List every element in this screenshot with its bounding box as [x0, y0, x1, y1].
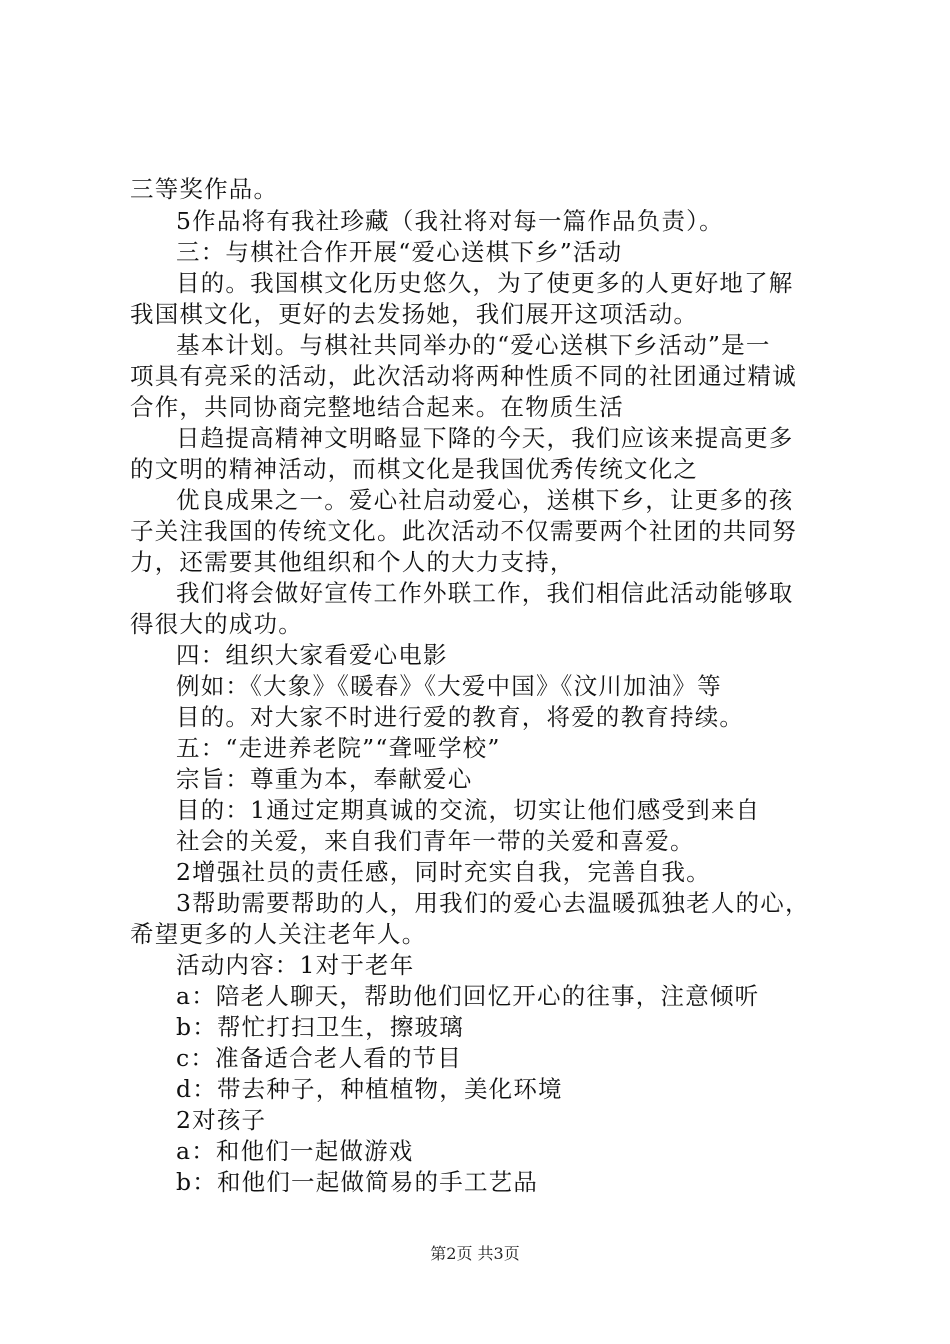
text-line: 的文明的精神活动，而棋文化是我国优秀传统文化之	[130, 455, 699, 483]
list-item: a：和他们一起做游戏	[176, 1137, 414, 1165]
text-line: 3帮助需要帮助的人，用我们的爱心去温暖孤独老人的心，	[176, 889, 810, 917]
text-line: 目的。我国棋文化历史悠久，为了使更多的人更好地了解	[176, 269, 794, 297]
section-heading: 四：组织大家看爱心电影	[176, 641, 448, 669]
text-line: 项具有亮采的活动，此次活动将两种性质不同的社团通过精诚	[130, 362, 797, 390]
text-line: 基本计划。与棋社共同举办的“爱心送棋下乡活动”是一	[176, 331, 771, 359]
text-line: 力，还需要其他组织和个人的大力支持，	[130, 548, 575, 576]
text-line: 目的：1通过定期真诚的交流，切实让他们感受到来自	[176, 796, 761, 824]
text-line: 2增强社员的责任感，同时充实自我，完善自我。	[176, 858, 711, 886]
list-item: b：帮忙打扫卫生，擦玻璃	[176, 1013, 464, 1041]
text-line: 日趋提高精神文明略显下降的今天，我们应该来提高更多	[176, 424, 794, 452]
text-line: 我们将会做好宣传工作外联工作，我们相信此活动能够取	[176, 579, 794, 607]
text-line: 宗旨：尊重为本，奉献爱心	[176, 765, 473, 793]
list-item: d：带去种子，种植植物，美化环境	[176, 1075, 563, 1103]
text-line: 活动内容：1对于老年	[176, 951, 415, 979]
section-heading: 五：“走进养老院”“聋哑学校”	[176, 734, 501, 762]
text-line: 5作品将有我社珍藏（我社将对每一篇作品负责）。	[176, 207, 724, 235]
text-line: 三等奖作品。	[130, 175, 279, 203]
text-line: 得很大的成功。	[130, 610, 303, 638]
list-item: a：陪老人聊天，帮助他们回忆开心的往事，注意倾听	[176, 982, 760, 1010]
text-line: 合作，共同协商完整地结合起来。在物质生活	[130, 393, 624, 421]
text-line: 子关注我国的传统文化。此次活动不仅需要两个社团的共同努	[130, 517, 797, 545]
page-number-footer: 第2页 共3页	[430, 1244, 520, 1263]
text-line: 优良成果之一。爱心社启动爱心，送棋下乡，让更多的孩	[176, 486, 794, 514]
list-item: c：准备适合老人看的节目	[176, 1044, 463, 1072]
text-line: 我国棋文化，更好的去发扬她，我们展开这项活动。	[130, 300, 699, 328]
list-item: b：和他们一起做简易的手工艺品	[176, 1168, 539, 1196]
text-line: 2对孩子	[176, 1106, 267, 1134]
section-heading: 三：与棋社合作开展“爱心送棋下乡”活动	[176, 238, 623, 266]
text-line: 社会的关爱，来自我们青年一带的关爱和喜爱。	[176, 827, 695, 855]
text-line: 希望更多的人关注老年人。	[130, 920, 427, 948]
text-line: 例如：《大象》《暖春》《大爱中国》《汶川加油》等	[176, 672, 722, 700]
text-line: 目的。对大家不时进行爱的教育，将爱的教育持续。	[176, 703, 745, 731]
